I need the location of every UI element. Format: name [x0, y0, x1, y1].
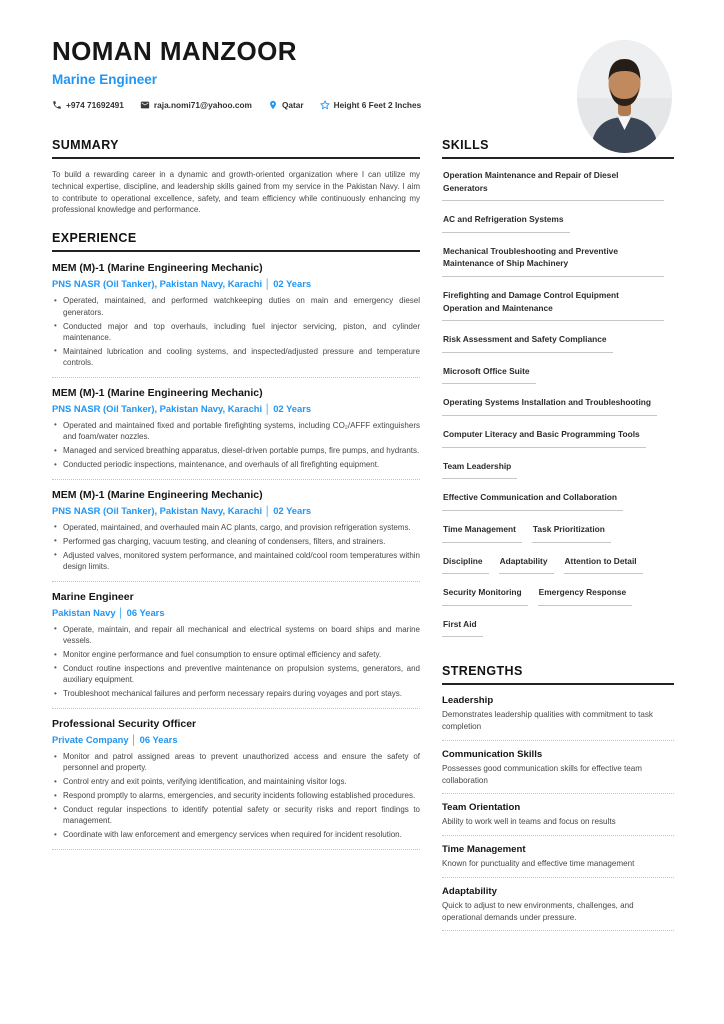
height-icon [320, 100, 330, 110]
experience-heading: EXPERIENCE [52, 231, 420, 252]
summary-text: To build a rewarding career in a dynamic and growth-oriented organization where I can utilize my technical expertise, discipline, and leadership skills gained from my service in the Pakistan Navy. I aim to contribute to operational excellence, safety, and team efficiency while continuously enhancing my professional knowledge and performance. [52, 170, 420, 215]
skill-item: Task Prioritization [532, 523, 611, 543]
experience-section [52, 231, 420, 850]
job-bullet: • Operated, maintained, and performed watchkeeping duties on main and emergency diesel generators. [52, 295, 420, 318]
job-bullet: • Operated, maintained, and overhauled main AC plants, cargo, and provision refrigeration systems. [52, 522, 420, 533]
strength-item [442, 749, 674, 794]
summary-section [52, 138, 420, 216]
contact-location [268, 100, 304, 110]
skill-item: Firefighting and Damage Control Equipment Operation and Maintenance [442, 289, 664, 321]
strength-title: Adaptability [442, 885, 497, 897]
email-icon [140, 100, 150, 110]
job-bullet: • Operated and maintained fixed and portable firefighting systems, including CO₂/AFFF extinguishers and foam/water nozzles. [52, 420, 420, 443]
job-bullet: • Operate, maintain, and repair all mechanical and electrical systems on board ships and marine vessels. [52, 624, 420, 647]
job-bullets [52, 751, 420, 841]
job-subtitle: Pakistan Navy │ 06 Years [52, 606, 165, 618]
header [0, 0, 724, 110]
experience-item [52, 489, 420, 582]
profile-photo [577, 40, 672, 153]
skill-item: Time Management [442, 523, 522, 543]
contact-location-text: Qatar [281, 100, 304, 110]
strength-title: Time Management [442, 844, 526, 856]
job-title: Marine Engineer [52, 590, 134, 603]
skill-item: Mechanical Troubleshooting and Preventive Maintenance of Ship Machinery [442, 245, 664, 277]
job-bullet: • Conduct regular inspections to identify potential safety or security risks and report findings to management. [52, 804, 420, 827]
strength-item [442, 886, 674, 931]
skill-item: Effective Communication and Collaboration [442, 491, 623, 511]
job-title: MEM (M)-1 (Marine Engineering Mechanic) [52, 386, 263, 399]
experience-item [52, 262, 420, 378]
skill-item: Security Monitoring [442, 586, 528, 606]
phone-icon [52, 100, 62, 110]
job-bullet: • Conducted major and top overhauls, including fuel injector servicing, piston, and cylinder maintenance. [52, 321, 420, 344]
strength-title: Communication Skills [442, 748, 543, 760]
job-bullets [52, 295, 420, 368]
strength-item [442, 695, 674, 740]
strength-desc: Quick to adjust to new environments, challenges, and operational demands under pressure. [442, 900, 634, 922]
job-bullet: • Coordinate with law enforcement and emergency services when required for incident resolution. [52, 829, 420, 840]
skill-item: Discipline [442, 555, 489, 575]
job-subtitle: PNS NASR (Oil Tanker), Pakistan Navy, Karachi │ 02 Years [52, 278, 312, 290]
strengths-list [442, 695, 674, 931]
job-bullet: • Conduct routine inspections and preventive maintenance on propulsion systems, generators, and auxiliary equipment. [52, 663, 420, 686]
skill-item: Microsoft Office Suite [442, 365, 536, 385]
job-title: MEM (M)-1 (Marine Engineering Mechanic) [52, 262, 263, 275]
experience-item [52, 591, 420, 709]
skill-item: Risk Assessment and Safety Compliance [442, 333, 613, 353]
strength-title: Team Orientation [442, 802, 521, 814]
job-bullet: • Control entry and exit points, verifying identification, and maintaining visitor logs. [52, 776, 420, 787]
job-list [52, 262, 420, 850]
job-subtitle: Private Company │ 06 Years [52, 734, 178, 745]
job-bullet: • Respond promptly to alarms, emergencies, and security incidents following established procedures. [52, 790, 420, 801]
job-subtitle: PNS NASR (Oil Tanker), Pakistan Navy, Karachi │ 02 Years [52, 504, 312, 516]
job-bullet: • Managed and serviced breathing apparatus, diesel-driven portable pumps, fire pumps, and hydrants. [52, 445, 420, 456]
person-name: NOMAN MANZOOR [52, 36, 297, 66]
skills-section [442, 138, 674, 649]
contact-email [140, 100, 252, 110]
strength-title: Leadership [442, 695, 494, 707]
job-title: Professional Security Officer [52, 718, 197, 730]
location-icon [268, 100, 278, 110]
job-bullet: • Troubleshoot mechanical failures and perform necessary repairs during voyages and port stays. [52, 688, 420, 699]
job-bullet: • Maintained lubrication and cooling systems, and inspected/adjusted pressure and temperature controls. [52, 346, 420, 369]
skill-item: Operation Maintenance and Repair of Diesel Generators [442, 169, 664, 201]
strengths-heading: STRENGTHS [442, 664, 674, 685]
contact-email-text: raja.nomi71@yahoo.com [153, 100, 252, 110]
left-column [52, 138, 420, 865]
contact-height-text: Height 6 Feet 2 Inches [333, 100, 422, 110]
strength-item [442, 844, 674, 878]
person-title: Marine Engineer [52, 72, 158, 87]
job-bullets [52, 522, 420, 572]
strength-desc: Demonstrates leadership qualities with commitment to task completion [442, 710, 653, 732]
experience-item [52, 718, 420, 850]
skill-item: Adaptability [499, 555, 554, 575]
strength-desc: Ability to work well in teams and focus on results [442, 817, 616, 827]
contact-phone-text: +974 71692491 [66, 100, 124, 110]
strength-item [442, 802, 674, 836]
contact-height [320, 100, 422, 110]
content-columns [0, 138, 724, 946]
skill-item: AC and Refrigeration Systems [442, 213, 570, 233]
job-bullet: • Performed gas charging, vacuum testing, and cleaning of condensers, filters, and strainers. [52, 536, 420, 547]
job-bullet: • Conducted periodic inspections, maintenance, and overhauls of all firefighting equipment. [52, 459, 420, 470]
skill-item: Attention to Detail [564, 555, 643, 575]
job-bullets [52, 624, 420, 700]
job-subtitle: PNS NASR (Oil Tanker), Pakistan Navy, Karachi │ 02 Years [52, 402, 312, 414]
job-title: MEM (M)-1 (Marine Engineering Mechanic) [52, 488, 263, 501]
contact-row [52, 100, 522, 110]
profile-photo-image [577, 40, 672, 153]
contact-phone [52, 100, 124, 110]
summary-heading: SUMMARY [52, 138, 420, 159]
right-column [442, 138, 674, 946]
skills-list [442, 169, 674, 649]
strength-desc: Possesses good communication skills for effective team collaboration [442, 763, 643, 785]
skills-heading: SKILLS [442, 138, 674, 159]
job-bullet: • Adjusted valves, monitored system performance, and maintained cold/cool room temperatures within design limits. [52, 550, 420, 573]
skill-item: Team Leadership [442, 460, 517, 480]
skill-item: Operating Systems Installation and Troubleshooting [442, 396, 657, 416]
experience-item [52, 387, 420, 480]
job-bullets [52, 420, 420, 470]
job-bullet: • Monitor and patrol assigned areas to prevent unauthorized access and ensure the safety of personnel and property. [52, 751, 420, 774]
skill-item: First Aid [442, 618, 483, 638]
skill-item: Emergency Response [538, 586, 633, 606]
skill-item: Computer Literacy and Basic Programming Tools [442, 428, 646, 448]
strengths-section [442, 664, 674, 931]
strength-desc: Known for punctuality and effective time management [442, 859, 635, 869]
job-bullet: • Monitor engine performance and fuel consumption to ensure optimal efficiency and safety. [52, 649, 420, 660]
